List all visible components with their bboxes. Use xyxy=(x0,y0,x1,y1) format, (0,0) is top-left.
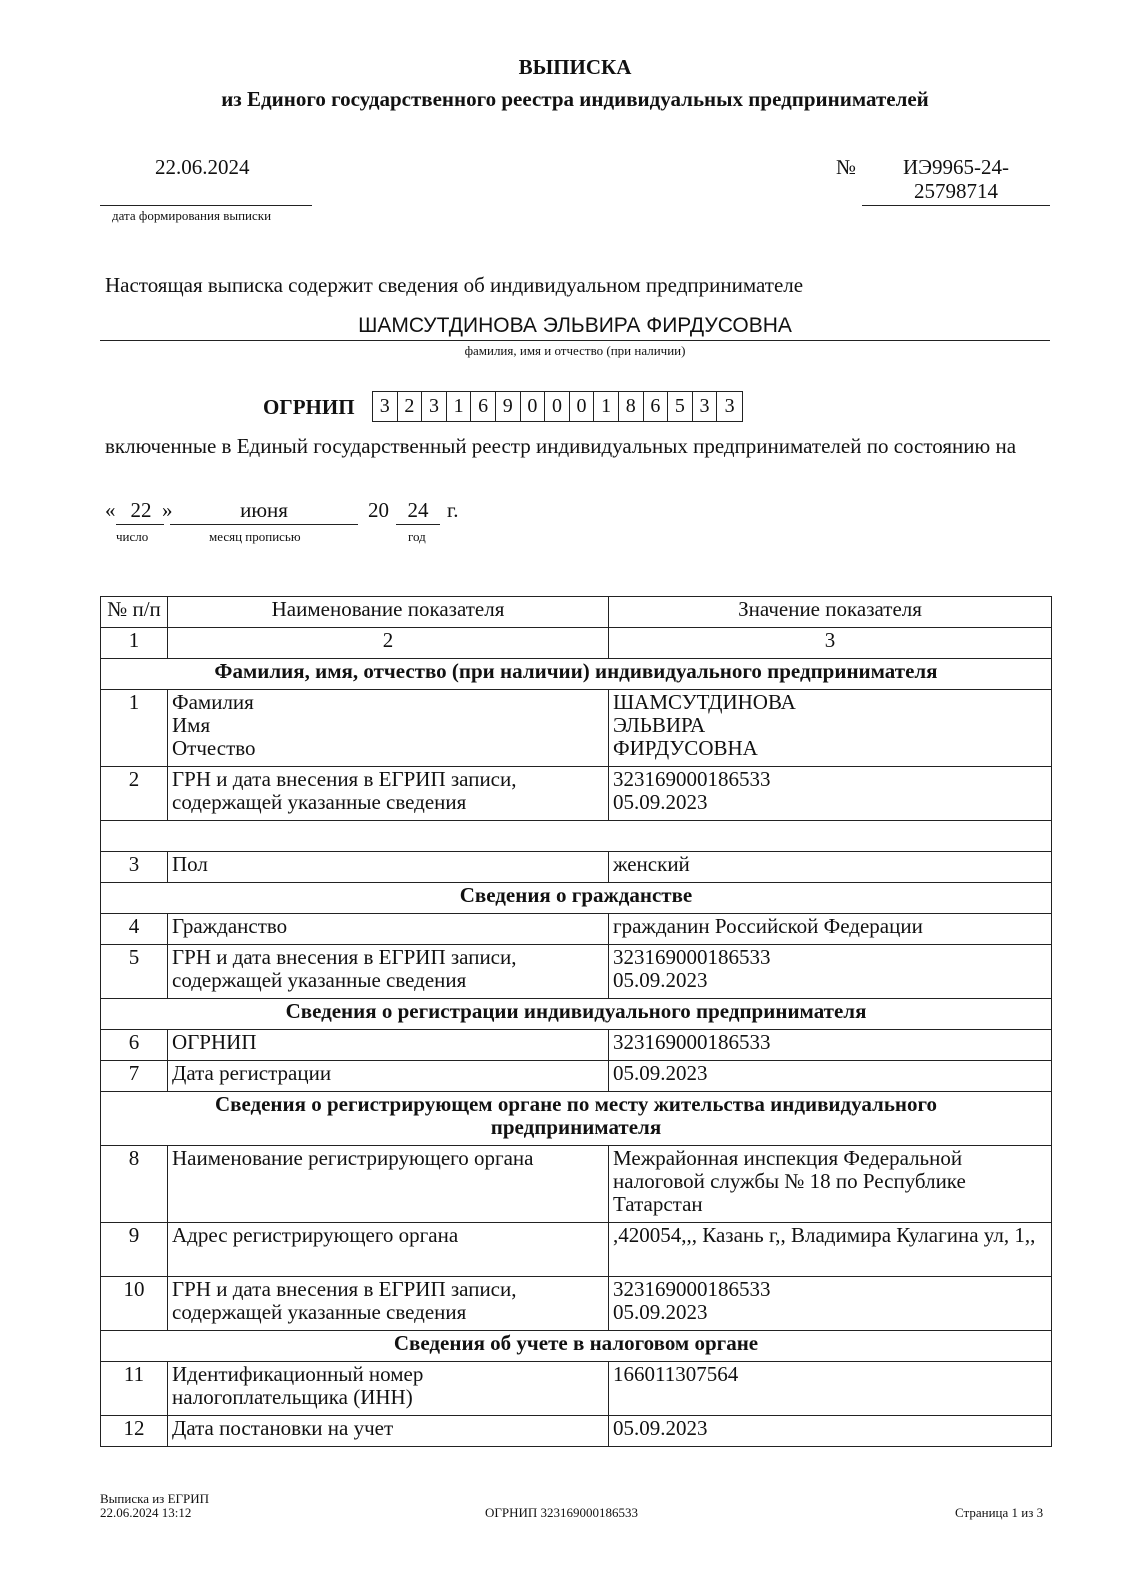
label-line: содержащей указанные сведения xyxy=(172,968,467,992)
label-line: налогоплательщика (ИНН) xyxy=(172,1385,413,1409)
label-line: ГРН и дата внесения в ЕГРИП записи, xyxy=(172,945,517,969)
row-number: 12 xyxy=(101,1416,168,1447)
table-row xyxy=(101,914,1052,945)
footer-timestamp: 22.06.2024 13:12 xyxy=(100,1505,192,1520)
caption-year: год xyxy=(408,529,426,544)
ogrnip-digit: 6 xyxy=(644,392,669,421)
row-value: 166011307564 xyxy=(609,1362,1052,1416)
section-row xyxy=(101,999,1052,1030)
footer-page-number: Страница 1 из 3 xyxy=(955,1505,1044,1520)
col-number: 1 xyxy=(101,628,168,659)
value-date: 05.09.2023 xyxy=(613,968,708,992)
section-row xyxy=(101,1092,1052,1146)
number-sign: № xyxy=(836,155,857,179)
row-number: 2 xyxy=(101,767,168,821)
extract-number-underline xyxy=(862,205,1050,206)
row-label xyxy=(168,1362,609,1416)
footer-ogrnip: ОГРНИП 323169000186533 xyxy=(485,1505,639,1520)
row-value: гражданин Российской Федерации xyxy=(609,914,1052,945)
day-underline xyxy=(116,524,164,525)
table-row xyxy=(101,690,1052,767)
header-indicator-name: Наименование показателя xyxy=(168,597,609,628)
extract-number-line2: 25798714 xyxy=(914,179,998,203)
ogrnip-digit: 1 xyxy=(594,392,619,421)
formation-date: 22.06.2024 xyxy=(155,155,250,179)
section-row xyxy=(101,659,1052,690)
row-label: Дата постановки на учет xyxy=(168,1416,609,1447)
section-fio: Фамилия, имя, отчество (при наличии) индивидуального предпринимателя xyxy=(101,659,1052,690)
row-value xyxy=(609,690,1052,767)
label-line: содержащей указанные сведения xyxy=(172,790,467,814)
ogrnip-digit: 3 xyxy=(422,392,447,421)
value-date: 05.09.2023 xyxy=(613,790,708,814)
value-name: ЭЛЬВИРА xyxy=(613,713,706,737)
table-row xyxy=(101,852,1052,883)
ogrnip-digit: 0 xyxy=(545,392,570,421)
row-label xyxy=(168,690,609,767)
ogrnip-digit: 9 xyxy=(496,392,521,421)
table-row xyxy=(101,1277,1052,1331)
row-number: 4 xyxy=(101,914,168,945)
label-name: Имя xyxy=(172,713,211,737)
section-citizenship: Сведения о гражданстве xyxy=(101,883,1052,914)
fio-underline xyxy=(100,340,1050,341)
register-table xyxy=(100,596,1052,1447)
row-label: Наименование регистрирующего органа xyxy=(168,1146,609,1223)
section-registration: Сведения о регистрации индивидуального предпринимателя xyxy=(101,999,1052,1030)
table-row xyxy=(101,1030,1052,1061)
table-row xyxy=(101,767,1052,821)
ogrnip-digit-boxes xyxy=(372,391,743,422)
table-row xyxy=(101,1362,1052,1416)
row-value: 323169000186533 xyxy=(609,1030,1052,1061)
row-number: 11 xyxy=(101,1362,168,1416)
row-number: 6 xyxy=(101,1030,168,1061)
ogrnip-digit: 0 xyxy=(521,392,546,421)
document-title: ВЫПИСКА xyxy=(518,55,632,79)
footer-left xyxy=(100,1492,209,1520)
row-number: 10 xyxy=(101,1277,168,1331)
footer-doc-name: Выписка из ЕГРИП xyxy=(100,1491,210,1506)
ogrnip-digit: 0 xyxy=(570,392,595,421)
row-label xyxy=(168,767,609,821)
row-label: Гражданство xyxy=(168,914,609,945)
table-header-row xyxy=(101,597,1052,628)
state-date-month: июня xyxy=(240,498,288,522)
table-row xyxy=(101,1416,1052,1447)
state-date-day: 22 xyxy=(130,498,152,522)
month-underline xyxy=(170,524,358,525)
row-label: Пол xyxy=(168,852,609,883)
row-value: 05.09.2023 xyxy=(609,1416,1052,1447)
value-grn: 323169000186533 xyxy=(613,767,771,791)
value-grn: 323169000186533 xyxy=(613,1277,771,1301)
table-row xyxy=(101,945,1052,999)
row-number: 9 xyxy=(101,1223,168,1277)
ogrnip-digit: 1 xyxy=(447,392,472,421)
ogrnip-digit: 2 xyxy=(398,392,423,421)
section-row xyxy=(101,1331,1052,1362)
row-label xyxy=(168,1277,609,1331)
ogrnip-digit: 3 xyxy=(693,392,718,421)
row-value xyxy=(609,945,1052,999)
row-value xyxy=(609,767,1052,821)
row-number: 8 xyxy=(101,1146,168,1223)
value-patronymic: ФИРДУСОВНА xyxy=(613,736,758,760)
row-number: 5 xyxy=(101,945,168,999)
row-value: ,420054,,, Казань г,, Владимира Кулагина ул, 1,, xyxy=(609,1223,1052,1277)
section-tax-registration: Сведения об учете в налоговом органе xyxy=(101,1331,1052,1362)
row-number: 3 xyxy=(101,852,168,883)
state-date-century: 20 xyxy=(368,498,389,522)
ogrnip-label: ОГРНИП xyxy=(263,395,355,419)
ogrnip-digit: 5 xyxy=(668,392,693,421)
year-underline xyxy=(396,524,440,525)
row-label: ОГРНИП xyxy=(168,1030,609,1061)
table-row xyxy=(101,1061,1052,1092)
value-grn: 323169000186533 xyxy=(613,945,771,969)
extract-number-line1: ИЭ9965-24- xyxy=(902,155,1009,179)
table-row xyxy=(101,1146,1052,1223)
document-subtitle: из Единого государственного реестра индивидуальных предпринимателей xyxy=(221,87,929,111)
ogrnip-digit: 3 xyxy=(373,392,398,421)
label-patronymic: Отчество xyxy=(172,736,256,760)
col-number: 2 xyxy=(168,628,609,659)
col-number: 3 xyxy=(609,628,1052,659)
label-line: ГРН и дата внесения в ЕГРИП записи, xyxy=(172,1277,517,1301)
row-value xyxy=(609,1277,1052,1331)
state-date-g: г. xyxy=(447,498,459,522)
caption-day: число xyxy=(116,529,149,544)
section-registering-authority: Сведения о регистрирующем органе по месту жительства индивидуального предпринимателя xyxy=(101,1092,1052,1146)
ogrnip-digit: 3 xyxy=(724,395,735,417)
fio-caption: фамилия, имя и отчество (при наличии) xyxy=(464,343,686,358)
formation-date-underline xyxy=(100,205,312,206)
header-number: № п/п xyxy=(101,597,168,628)
label-surname: Фамилия xyxy=(172,690,254,714)
included-text: включенные в Единый государственный реестр индивидуальных предпринимателей по состоянию на xyxy=(105,434,1017,458)
column-number-row xyxy=(101,628,1052,659)
state-date-year: 24 xyxy=(407,498,429,522)
row-label: Дата регистрации xyxy=(168,1061,609,1092)
label-line: содержащей указанные сведения xyxy=(172,1300,467,1324)
header-indicator-value: Значение показателя xyxy=(609,597,1052,628)
row-value: 05.09.2023 xyxy=(609,1061,1052,1092)
ogrnip-digit: 6 xyxy=(471,392,496,421)
extract-number xyxy=(862,155,1050,203)
empty-row xyxy=(101,821,1052,852)
label-line: ГРН и дата внесения в ЕГРИП записи, xyxy=(172,767,517,791)
row-label xyxy=(168,945,609,999)
caption-month: месяц прописью xyxy=(209,529,301,544)
formation-date-caption: дата формирования выписки xyxy=(112,208,272,223)
section-row xyxy=(101,883,1052,914)
row-value: Межрайонная инспекция Федеральной налоговой службы № 18 по Республике Татарстан xyxy=(609,1146,1052,1223)
date-open-quote: « xyxy=(105,498,116,522)
row-value: женский xyxy=(609,852,1052,883)
table-row xyxy=(101,1223,1052,1277)
entrepreneur-fio: ШАМСУТДИНОВА ЭЛЬВИРА ФИРДУСОВНА xyxy=(358,314,792,337)
row-number: 7 xyxy=(101,1061,168,1092)
intro-text: Настоящая выписка содержит сведения об индивидуальном предпринимателе xyxy=(105,273,804,297)
date-close-quote: » xyxy=(162,498,173,522)
empty-cell xyxy=(101,821,1052,852)
label-line: Идентификационный номер xyxy=(172,1362,424,1386)
value-surname: ШАМСУТДИНОВА xyxy=(613,690,796,714)
ogrnip-digit: 8 xyxy=(619,392,644,421)
row-label: Адрес регистрирующего органа xyxy=(168,1223,609,1277)
row-number: 1 xyxy=(101,690,168,767)
value-date: 05.09.2023 xyxy=(613,1300,708,1324)
